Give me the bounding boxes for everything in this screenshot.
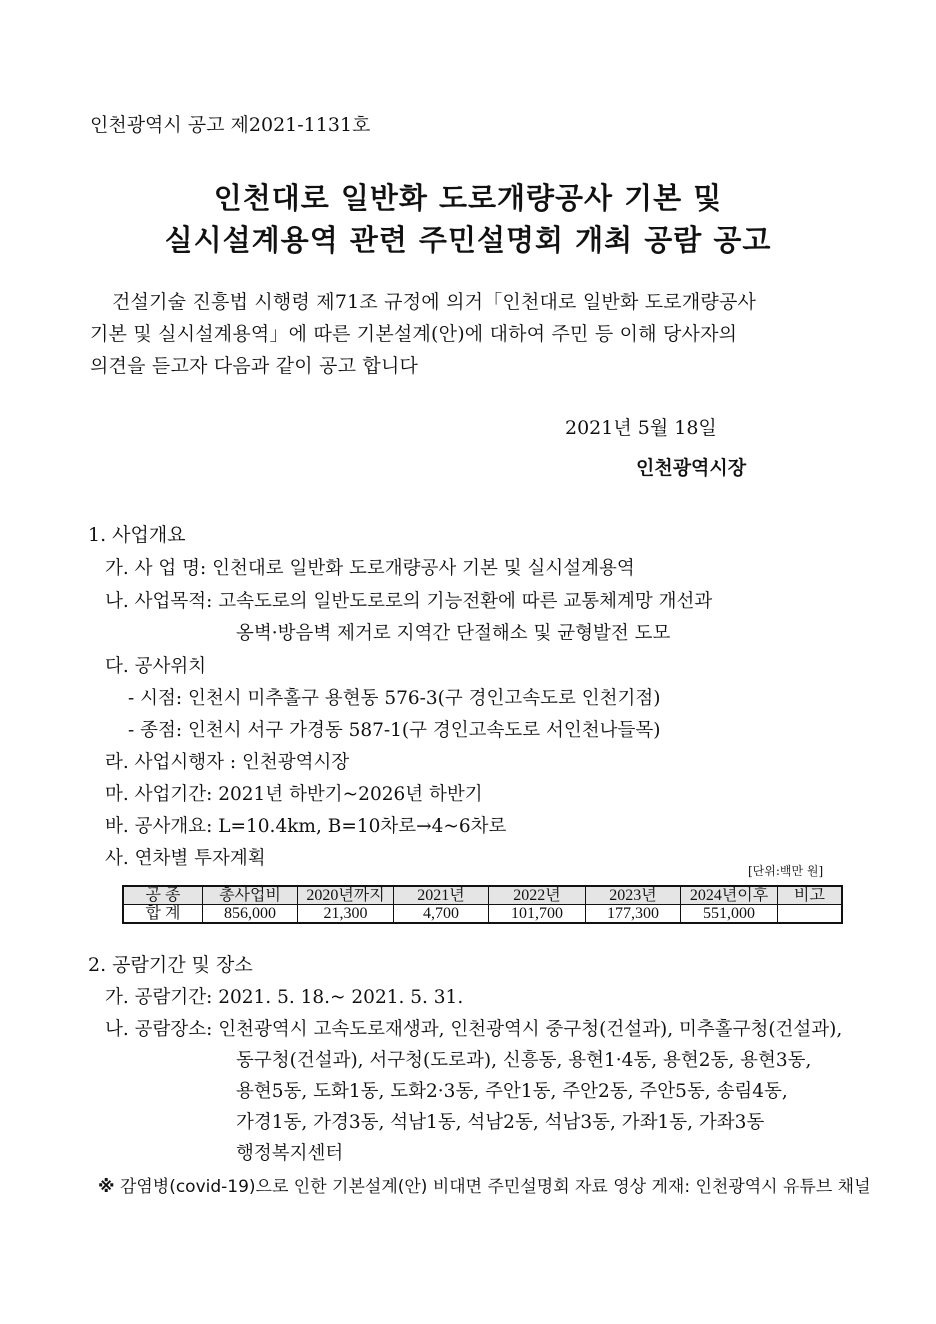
signer: 인천광역시장: [636, 457, 747, 479]
table-cell: 합 계: [123, 905, 203, 924]
table-header-cell: 2022년: [489, 886, 586, 905]
table-cell: 177,300: [586, 905, 681, 924]
viewing-place-2: 동구청(건설과), 서구청(도로과), 신흥동, 용현1·4동, 용현2동, 용현3동,: [236, 1050, 812, 1071]
reference-mark: ※: [98, 1177, 115, 1197]
table-cell: 4,700: [394, 905, 489, 924]
intro-line-2: 기본 및 실시설계용역」에 따른 기본설계(안)에 대하여 주민 등 이해 당사자의: [90, 323, 738, 345]
table-header-row: [123, 886, 842, 905]
table-header-cell: 2020년까지: [298, 886, 394, 905]
project-name: 가. 사 업 명: 인천대로 일반화 도로개량공사 기본 및 실시설계용역: [105, 558, 635, 579]
section1-heading: 1. 사업개요: [88, 524, 186, 546]
investment-plan: 사. 연차별 투자계획: [105, 848, 266, 869]
title-line-2: 실시설계용역 관련 주민설명회 개최 공람 공고: [164, 223, 772, 257]
viewing-place-5: 행정복지센터: [236, 1143, 344, 1164]
project-purpose-2: 옹벽·방음벽 제거로 지역간 단절해소 및 균형발전 도모: [236, 623, 671, 644]
table-header-cell: 2021년: [394, 886, 489, 905]
footnote-text: 감염병(covid-19)으로 인한 기본설계(안) 비대면 주민설명회 자료 영상 게재: 인천광역시 유튜브 채널: [119, 1177, 871, 1197]
project-location: 다. 공사위치: [105, 656, 207, 677]
project-period: 마. 사업기간: 2021년 하반기~2026년 하반기: [105, 784, 483, 805]
table-cell: 856,000: [203, 905, 298, 924]
project-operator: 라. 사업시행자 : 인천광역시장: [105, 752, 350, 773]
table-header-cell: 2023년: [586, 886, 681, 905]
project-summary: 바. 공사개요: L=10.4km, B=10차로→4~6차로: [105, 816, 507, 837]
intro-line-1: 건설기술 진흥법 시행령 제71조 규정에 의거「인천대로 일반화 도로개량공사: [112, 291, 757, 313]
unit-label: [단위:백만 원]: [748, 864, 824, 878]
table-cell: 101,700: [489, 905, 586, 924]
title-line-1: 인천대로 일반화 도로개량공사 기본 및: [213, 181, 723, 215]
budget-table: [122, 885, 843, 924]
location-start: - 시점: 인천시 미추홀구 용현동 576-3(구 경인고속도로 인천기점): [128, 688, 661, 709]
section2-heading: 2. 공람기간 및 장소: [88, 954, 253, 976]
table-header-cell: 비고: [778, 886, 843, 905]
intro-line-3: 의견을 듣고자 다음과 같이 공고 합니다: [90, 355, 419, 377]
table-header-cell: 총사업비: [203, 886, 298, 905]
viewing-place-4: 가경1동, 가경3동, 석남1동, 석남2동, 석남3동, 가좌1동, 가좌3동: [236, 1112, 765, 1133]
project-purpose-1: 나. 사업목적: 고속도로의 일반도로로의 기능전환에 따른 교통체계망 개선과: [105, 591, 713, 612]
table-cell: 551,000: [681, 905, 778, 924]
viewing-place-1: 나. 공람장소: 인천광역시 고속도로재생과, 인천광역시 중구청(건설과), 미추홀구청(건설과),: [105, 1019, 843, 1040]
notice-number: 인천광역시 공고 제2021-1131호: [90, 114, 371, 136]
location-end: - 종점: 인천시 서구 가경동 587-1(구 경인고속도로 서인천나들목): [128, 720, 661, 741]
notice-date: 2021년 5월 18일: [565, 417, 717, 439]
viewing-period: 가. 공람기간: 2021. 5. 18.~ 2021. 5. 31.: [105, 987, 464, 1008]
table-row: [123, 905, 842, 924]
viewing-place-3: 용현5동, 도화1동, 도화2·3동, 주안1동, 주안2동, 주안5동, 송림4동,: [236, 1081, 788, 1102]
table-cell: [778, 905, 843, 924]
table-header-cell: 2024년이후: [681, 886, 778, 905]
footnote: [98, 1172, 871, 1197]
table-cell: 21,300: [298, 905, 394, 924]
table-header-cell: 공 종: [123, 886, 203, 905]
